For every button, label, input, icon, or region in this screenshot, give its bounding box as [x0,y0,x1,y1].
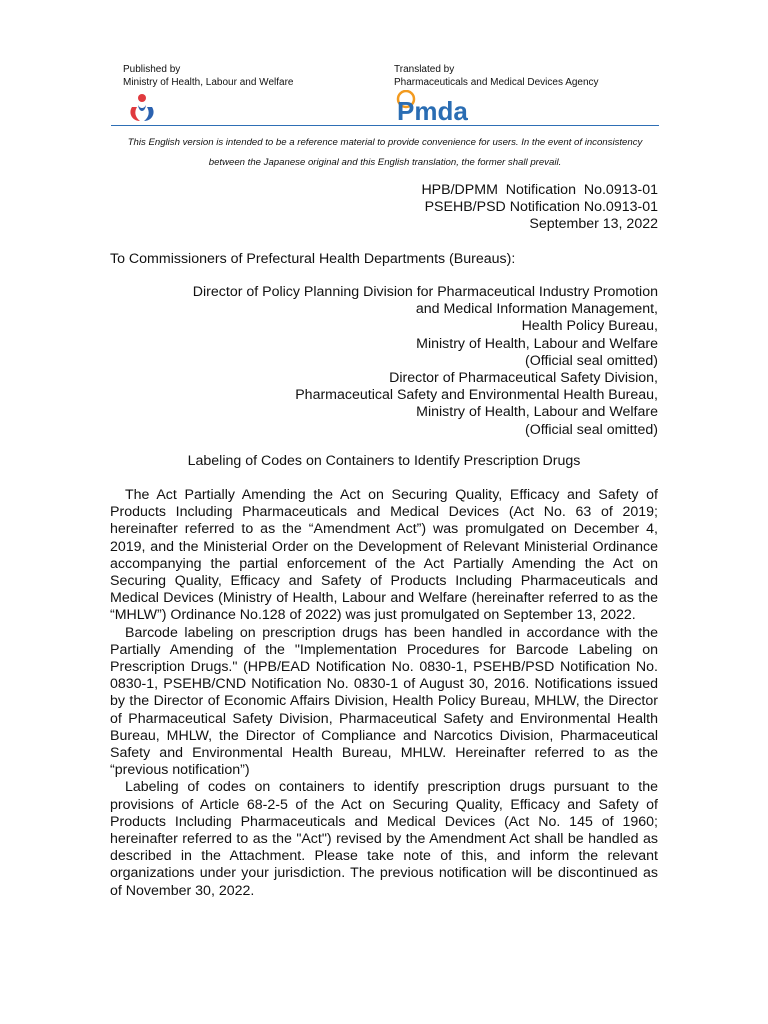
sender-line: Pharmaceutical Safety and Environmental Health Bureau, [295,387,658,404]
sender-line: Director of Pharmaceutical Safety Division, [389,370,658,387]
sender-line: Health Policy Bureau, [521,318,658,335]
pmda-logo-text: Pmda [397,96,468,124]
notification-date: September 13, 2022 [529,216,658,233]
sender-block [193,284,658,439]
mhlw-logo-icon [126,93,158,123]
translator-block [394,63,599,89]
publisher-block [123,63,293,89]
document-subject: Labeling of Codes on Containers to Identify Prescription Drugs [187,453,581,469]
seal-note: (Official seal omitted) [525,421,658,438]
body-paragraph: Barcode labeling on prescription drugs has been handled in accordance with the Partially Amending of the "Implementation Procedures for Barcode Labeling on Prescription Drugs." (HPB/EAD Notification No. 0830-1, PSEHB/PSD Notification No. 0830-1, PSEHB/CND Notification No. 0830-1 of August 30, 2016. Notifications issued by the Director of Economic Affairs Division, Health Policy Bureau, MHLW, the Director of Pharmaceutical Safety Division, Pharmaceutical Safety and Environmental Health Bureau, MHLW, the Director of Compliance and Narcotics Division, Pharmaceutical Safety and Environmental Health Bureau, MHLW. Hereinafter referred to as the “previous notification”) [110,624,658,779]
publisher-name: Ministry of Health, Labour and Welfare [123,77,294,88]
pmda-logo-icon [394,90,478,124]
published-by-label: Published by [123,64,181,75]
addressee-line: To Commissioners of Prefectural Health Departments (Bureaus): [110,251,516,267]
sender-line: Director of Policy Planning Division for Pharmaceutical Industry Promotion [192,284,658,300]
sender-line: Ministry of Health, Labour and Welfare [416,404,658,421]
sender-line: Ministry of Health, Labour and Welfare [416,335,658,352]
sender-line: and Medical Information Management, [415,301,658,318]
body-text [110,487,658,900]
seal-note: (Official seal omitted) [525,352,658,369]
translated-by-label: Translated by [394,64,455,75]
translator-name: Pharmaceuticals and Medical Devices Agency [394,77,599,88]
notification-numbers [421,182,658,234]
disclaimer-note: This English version is intended to be a reference material to provide convenience for users. In the event of inconsistency between the Japanese original and this English translation, the former shall prevail. [127,137,643,168]
header-divider [111,125,659,126]
notification-line-2: PSEHB/PSD Notification No.0913-01 [424,199,658,216]
notification-line-1: HPB/DPMM Notification No.0913-01 [421,182,658,198]
body-paragraph: The Act Partially Amending the Act on Securing Quality, Efficacy and Safety of Products Including Pharmaceuticals and Medical Devices (Act No. 63 of 2019; hereinafter referred to as the “Amendment Act”) was promulgated on December 4, 2019, and the Ministerial Order on the Development of Relevant Ministerial Ordinance accompanying the partial enforcement of the Act Partially Amending the Act on Securing Quality, Efficacy and Safety of Products Including Pharmaceuticals and Medical Devices (Ministry of Health, Labour and Welfare (hereinafter referred to as the “MHLW”) Ordinance No.128 of 2022) was just promulgated on September 13, 2022. [110,487,658,624]
body-paragraph: Labeling of codes on containers to identify prescription drugs pursuant to the provisions of Article 68-2-5 of the Act on Securing Quality, Efficacy and Safety of Products Including Pharmaceuticals and Medical Devices (Act No. 145 of 1960; hereinafter referred to as the "Act") revised by the Amendment Act shall be handled as described in the Attachment. Please take note of this, and inform the relevant organizations under your jurisdiction. The previous notification will be discontinued as of November 30, 2022. [110,779,658,899]
